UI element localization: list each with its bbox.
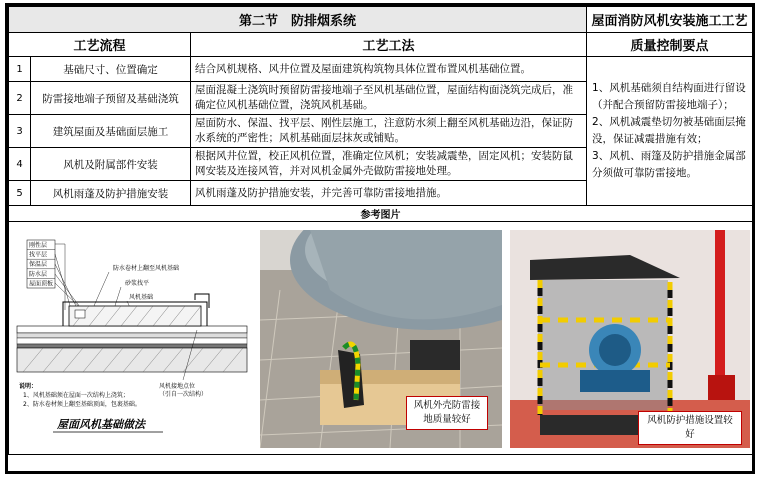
- process-step: 风机雨蓬及防护措施安装: [31, 181, 191, 206]
- document-page: [5, 3, 755, 474]
- photo1-caption: 风机外壳防雷接地质量较好: [406, 396, 488, 430]
- document-title: 屋面消防风机安装施工工艺: [587, 7, 753, 33]
- quality-points-cell: [587, 57, 753, 206]
- row-number: 4: [9, 148, 31, 181]
- row-number: 2: [9, 82, 31, 115]
- process-step: 防雷接地端子预留及基础浇筑: [31, 82, 191, 115]
- layer-label: 刚性层: [29, 242, 48, 249]
- roof-layers: [17, 326, 247, 372]
- layer-label: 屋面顶板: [29, 280, 54, 288]
- method-text: 结合风机规格、风井位置及屋面建筑构筑物具体位置布置风机基础位置。: [191, 57, 587, 82]
- method-text: 根据风井位置，校正风机位置，准确定位风机；安装减震垫，固定风机；安装防鼠网安装及连接风管，并对风机金属外壳做防雷接地处理。: [191, 148, 587, 181]
- column-header-method: 工艺工法: [191, 33, 587, 57]
- layer-label: 找平层: [29, 251, 48, 259]
- note-1: 1、风机基础须在屋面一次结构上浇筑；: [23, 392, 129, 399]
- drawing-caption: 屋面风机基础做法: [57, 418, 145, 431]
- layer-label: 保温层: [29, 261, 48, 269]
- layer-label: 防水层: [29, 270, 48, 278]
- process-step: 建筑屋面及基础面层施工: [31, 115, 191, 148]
- label-grounding-point: 风机接地点位: [159, 383, 196, 390]
- quality-point: 3、风机、雨篷及防护措施金属部分须做可靠防雷接地。: [592, 150, 746, 179]
- column-header-process: 工艺流程: [9, 33, 191, 57]
- photo2-caption: 风机防护措施设置较好: [638, 411, 742, 445]
- foundation-drawing: [13, 230, 251, 448]
- row-number: 1: [9, 57, 31, 82]
- label-grounding-source: （引自一次结构）: [159, 391, 208, 398]
- column-header-quality: 质量控制要点: [587, 33, 753, 57]
- label-fan-base: 风机基础: [129, 294, 154, 301]
- row-number: 3: [9, 115, 31, 148]
- note-2: 2、防水卷材须上翻至基础顶面，包裹基础。: [23, 401, 141, 408]
- label-waterproof-upturn: 防水卷材上翻至风机基础: [113, 265, 180, 272]
- section-title: 第二节 防排烟系统: [9, 7, 587, 33]
- method-text: 屋面防水、保温、找平层、刚性层施工，注意防水须上翻至风机基础边沿，保证防水系统的严密性；风机基础面层抹灰或铺贴。: [191, 115, 587, 148]
- row-number: 5: [9, 181, 31, 206]
- method-text: 风机雨蓬及防护措施安装，并完善可靠防雷接地措施。: [191, 181, 587, 206]
- label-mortar-leveling: 砂浆找平: [125, 280, 150, 287]
- photo-fan-grounding: [260, 230, 502, 448]
- quality-point: 1、风机基础须自结构面进行留设（并配合预留防雷接地端子）；: [592, 82, 746, 111]
- quality-point: 2、风机减震垫切勿被基础面层掩没，保证减震措施有效；: [592, 116, 746, 145]
- process-step: 基础尺寸、位置确定: [31, 57, 191, 82]
- reference-title: 参考图片: [9, 206, 753, 222]
- photo-fan-protection: [510, 230, 750, 448]
- construction-spec-table: [8, 6, 753, 455]
- reference-pictures: [9, 222, 753, 455]
- method-text: 屋面混凝土浇筑时预留防雷接地端子至风机基础位置，屋面结构面浇筑完成后，准确定位风机基础位置，浇筑风机基础。: [191, 82, 587, 115]
- notes-title: 说明：: [19, 383, 38, 390]
- table-row: [9, 57, 753, 82]
- foundation-section-diagram: [13, 230, 251, 448]
- process-step: 风机及附属部件安装: [31, 148, 191, 181]
